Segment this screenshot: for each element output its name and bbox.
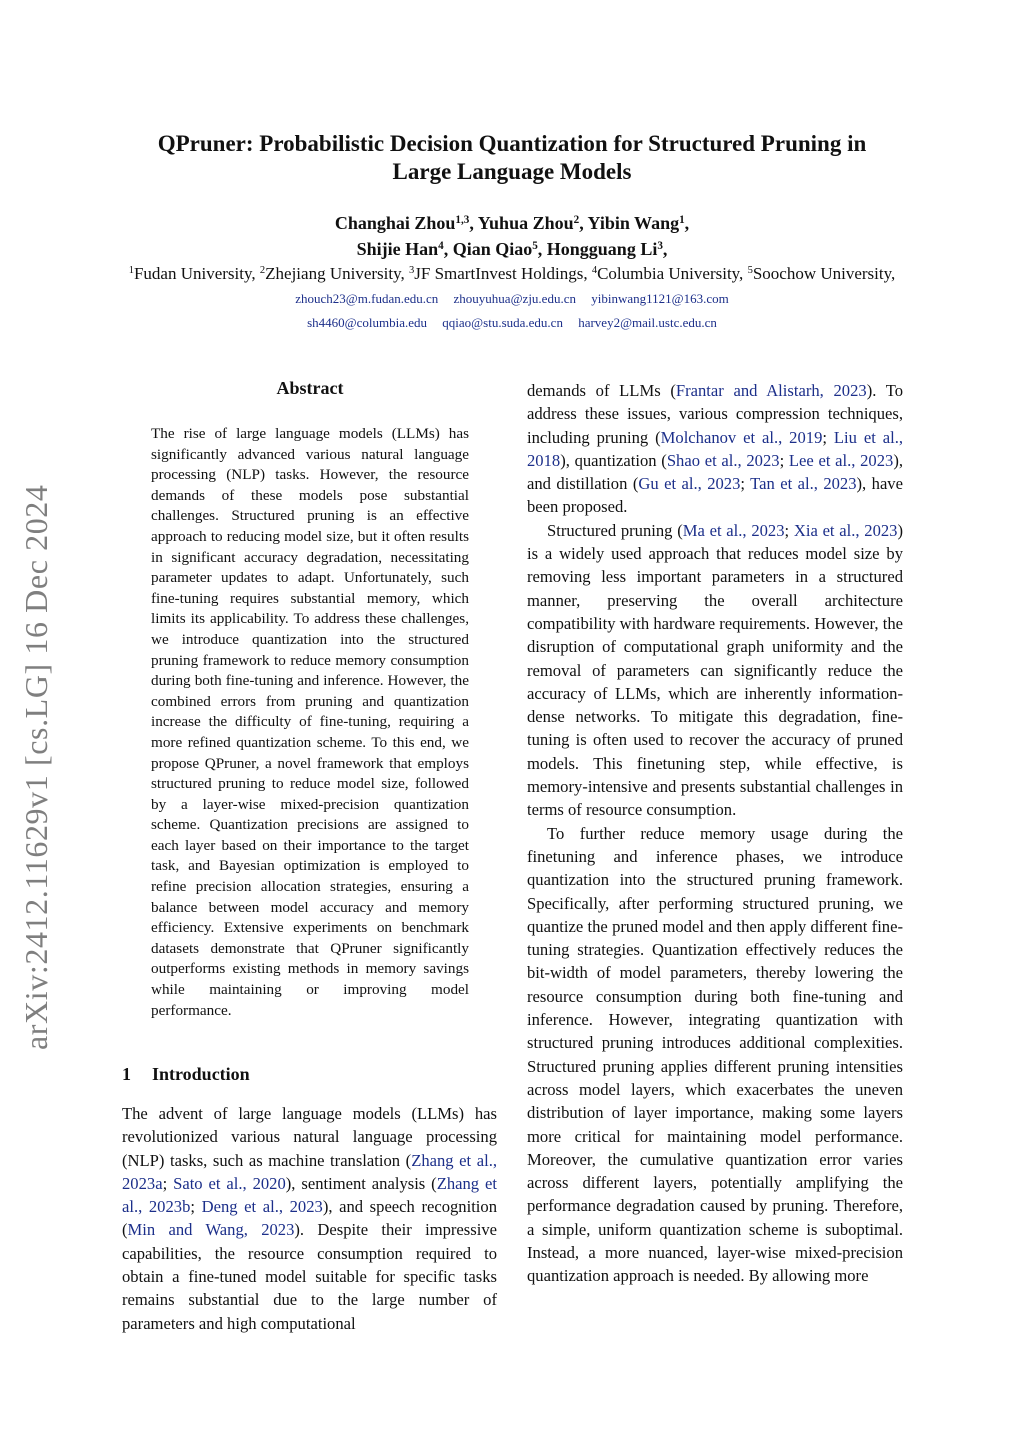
body-text: ) is a widely used approach that reduces model size by removing less important parameters in a structured manner, preserving the overall architecture compatibility with hardware requirements. However, the disruption of computational graph uniformity and the removal of parameters can significantly reduce the accuracy of LLMs, which are inherently information-dense networks. To mitigate this degradation, fine-tuning is often used to recover the accuracy of pruned models. This finetuning step, while effective, is memory-intensive and presents substantial challenges in terms of resource consumption. xyxy=(527,520,904,820)
citation-link[interactable]: Zhang et al., 2023b xyxy=(122,1173,497,1217)
affil-sup: 4 xyxy=(591,265,598,277)
section-title: Introduction xyxy=(152,1064,250,1084)
email-link[interactable]: sh4460@columbia.edu xyxy=(307,315,428,330)
author-list xyxy=(40,210,984,262)
body-text: ; xyxy=(784,520,794,540)
author-sup: 1 xyxy=(679,213,685,226)
citation-link[interactable]: Zhang et al., 2023a xyxy=(122,1150,497,1193)
email-link[interactable]: yibinwang1121@163.com xyxy=(591,291,729,306)
affil-sup: 1 xyxy=(128,265,134,277)
citation-link[interactable]: Molchanov et al., 2019 xyxy=(660,427,823,447)
affil-name: JF SmartInvest Holdings, xyxy=(414,264,588,283)
citation-link[interactable]: Ma et al., 2023 xyxy=(682,520,785,540)
author-sup: 4 xyxy=(438,239,444,252)
intro-text: ). Despite their impressive capabilities, the resource consumption required to obtain a fine-tuned model suitable for specific tasks remains substantial due to the large number of parameters and high computational xyxy=(122,1220,497,1333)
citation-link[interactable]: Lee et al., 2023 xyxy=(788,450,894,470)
author-line-1: Changhai Zhou$^{1,3}$, Yuhua Zhou$^2$, Yibin Wang$^1$, xyxy=(334,213,690,233)
affil-name: Fudan University, xyxy=(133,264,256,283)
intro-text: ), and speech recognition ( xyxy=(122,1197,498,1240)
email-link[interactable]: harvey2@mail.ustc.edu.cn xyxy=(578,315,717,330)
intro-text: ; xyxy=(190,1197,202,1217)
section-number: 1 xyxy=(122,1064,131,1084)
citation-link[interactable]: Shao et al., 2023 xyxy=(666,450,780,470)
author-sup: 1,3 xyxy=(455,213,470,226)
author-line-2: Shijie Han$^4$, Qian Qiao$^5$, Hongguang Li$^3$, xyxy=(356,239,668,259)
body-text: ; xyxy=(822,427,834,447)
title-line-2: Large Language Models xyxy=(392,159,632,184)
email-link[interactable]: qqiao@stu.suda.edu.cn xyxy=(442,315,563,330)
intro-paragraph-left xyxy=(122,1102,497,1335)
affil-name: Columbia University, xyxy=(597,264,744,283)
email-row-2 xyxy=(60,314,964,332)
affil-sup: 2 xyxy=(259,265,266,277)
body-text: demands of LLMs ( xyxy=(527,381,676,400)
affil-sup: 5 xyxy=(747,265,753,277)
arxiv-stamp: arXiv:2412.11629v1 [cs.LG] 16 Dec 2024 xyxy=(18,484,54,1050)
right-paragraph-1 xyxy=(527,379,903,519)
citation-link[interactable]: Min and Wang, 2023 xyxy=(127,1220,295,1240)
author-sup: 5 xyxy=(532,239,538,252)
affil-name: Soochow University, xyxy=(752,264,896,283)
abstract-body: The rise of large language models (LLMs) has significantly advanced various natural language processing (NLP) tasks. However, the resource demands of these models pose substantial challenges. Structured pruning is an effective approach to reducing model size, but it often results in significant accuracy degradation, necessitating parameter updates to adapt. Unfortunately, such fine-tuning requires substantial memory, which limits its applicability. To address these challenges, we introduce quantization into the structured pruning framework to reduce memory consumption during both fine-tuning and inference. However, the combined errors from pruning and quantization increase the difficulty of fine-tuning, requiring a more refined quantization scheme. To this end, we propose QPruner, a novel framework that employs structured pruning to reduce model size, followed by a layer-wise mixed-precision quantization scheme. Quantization precisions are assigned to each layer based on their importance to the target task, and Bayesian optimization is employed to refine precision allocation strategies, ensuring a balance between model accuracy and memory efficiency. Extensive experiments on benchmark datasets demonstrate that QPruner significantly outperforms existing methods in memory savings while maintaining or improving model performance. xyxy=(151,425,469,1019)
author-name: Yuhua Zhou xyxy=(477,213,574,233)
author-sup: 2 xyxy=(573,213,580,226)
email-link[interactable]: zhouyuhua@zju.edu.cn xyxy=(453,291,576,306)
citation-link[interactable]: Tan et al., 2023 xyxy=(750,474,857,494)
abstract-heading: Abstract xyxy=(276,378,344,398)
affil-sup: 3 xyxy=(409,265,415,277)
body-text: Structured pruning ( xyxy=(547,520,683,540)
intro-text: ), sentiment analysis ( xyxy=(285,1173,437,1193)
right-column xyxy=(527,379,903,1288)
email-link[interactable]: zhouch23@m.fudan.edu.cn xyxy=(295,291,439,306)
body-text: ), have been proposed. xyxy=(527,474,903,517)
affiliations xyxy=(20,262,1004,286)
body-text: ; xyxy=(740,474,751,494)
right-paragraph-2 xyxy=(527,519,903,822)
intro-text: ; xyxy=(162,1173,174,1193)
citation-link[interactable]: Deng et al., 2023 xyxy=(201,1197,323,1217)
section-heading xyxy=(122,1064,250,1085)
email-row-1 xyxy=(60,290,964,308)
citation-link[interactable]: Frantar and Alistarh, 2023 xyxy=(675,381,867,400)
intro-text: The advent of large language models (LLMs) has revolutionized various natural language processing (NLP) tasks, such as machine translation ( xyxy=(122,1104,497,1170)
author-sup: 3 xyxy=(657,239,663,252)
citation-link[interactable]: Xia et al., 2023 xyxy=(793,520,898,540)
author-name: Qian Qiao xyxy=(452,239,533,259)
affil-name: Zhejiang University, xyxy=(265,264,405,283)
citation-link[interactable]: Gu et al., 2023 xyxy=(638,474,741,494)
right-paragraph-3: To further reduce memory usage during the finetuning and inference phases, we introduce quantization into the structured pruning framework. Specifically, after performing structured pruning, we quantize the pruned model and then apply different fine-tuning strategies. Quantization effectively reduces the bit-width of model parameters, thereby lowering the resource consumption during both fine-tuning and inference. However, integrating quantization with structured pruning introduces additional complexities. Structured pruning applies different pruning intensities across model layers, which exacerbates the uneven distribution of layer importance, making some layers more critical for maintaining model performance. Moreover, the cumulative quantization error varies across different layers, potentially amplifying the performance degradation caused by pruning. Therefore, a simple, uniform quantization scheme is suboptimal. Instead, a more nuanced, layer-wise mixed-precision quantization approach is needed. By allowing more xyxy=(527,823,903,1286)
author-name: Shijie Han xyxy=(356,239,439,259)
author-name: Yibin Wang xyxy=(587,213,680,233)
author-name: Hongguang Li xyxy=(546,239,658,259)
body-text: ), quantization ( xyxy=(560,450,667,470)
title-line-1: QPruner: Probabilistic Decision Quantization for Structured Pruning in xyxy=(157,131,867,156)
citation-link[interactable]: Sato et al., 2020 xyxy=(173,1173,286,1193)
citation-link[interactable]: Liu et al., 2018 xyxy=(527,427,903,470)
body-text: ). To address these issues, various compression techniques, including pruning ( xyxy=(527,381,904,447)
author-name: Changhai Zhou xyxy=(334,213,456,233)
paper-title xyxy=(60,130,964,186)
body-text: ), and distillation ( xyxy=(527,450,904,494)
body-text: ; xyxy=(779,450,789,470)
